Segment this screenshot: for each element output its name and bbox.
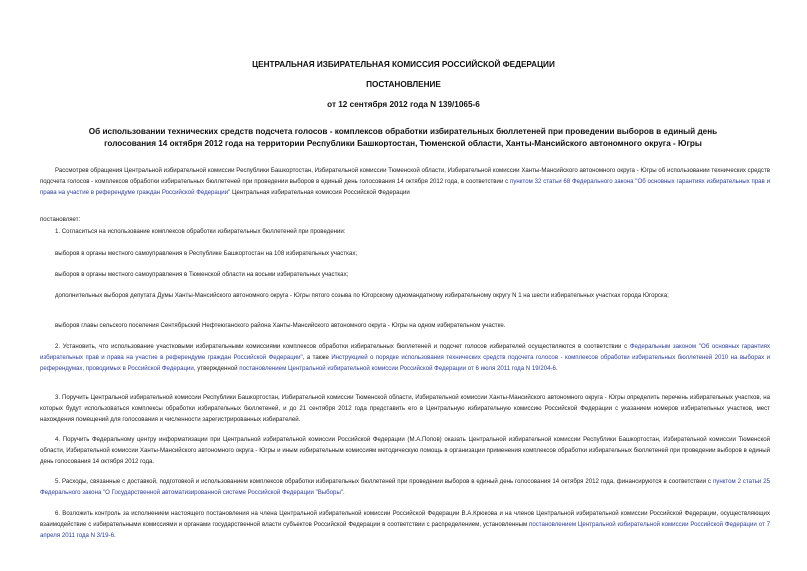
item-2-mid-1: , а также — [302, 354, 332, 361]
item-1-sub-3: дополнительных выборов депутата Думы Ханты-Мансийского автономного округа - Югры пятого созыва по Югорскому одномандатному избирательному округу N 1 на шести избирательных участках города Югорска; — [55, 292, 669, 299]
item-5 — [40, 476, 770, 498]
doc-subject — [40, 126, 766, 150]
item-1: 1. Согласиться на использование комплексов обработки избирательных бюллетеней при проведении: — [55, 228, 346, 235]
item-2-text: 2. Установить, что использование участковыми избирательными комиссиями комплексов обработки избирательных бюллетеней и подсчет голосов избирателей осуществляются в соответствии с — [55, 343, 630, 350]
federal-law-link[interactable]: Федеральным законом "Об основных гарантиях избирательных прав и права на участие в референдуме граждан Российской Федерации" — [40, 343, 770, 361]
item-5-tail: . — [342, 489, 345, 496]
preamble-tail: Центральная избирательная комиссия Российской Федерации — [230, 189, 410, 196]
item-6-tail: . — [113, 532, 116, 539]
subject-line-1: Об использовании технических средств подсчета голосов - комплексов обработки избирательных бюллетеней при проведении выборов в единый день — [88, 127, 718, 136]
preamble-text: Рассмотрев обращения Центральной избирательной комиссии Республики Башкортостан, Избирательной комиссии Тюменской области, Избирательной комиссии Ханты-Мансийского автономного округа - Югры об использовании технических средств подсчета голосов - комплексов обработки избирательных бюллетеней при проведении выборов в единый день голосования 14 октября 2012 года, в соответствии с — [40, 167, 770, 185]
law-link-article-68[interactable]: пунктом 32 статьи 68 Федерального закона "Об основных гарантиях избирательных прав и права на участие в референдуме граждан Российской Федерации" — [40, 178, 770, 196]
resolution-link-3-19-6[interactable]: постановлением Центральной избирательной комиссии Российской Федерации от 7 апреля 2011 года N 3/19-6 — [40, 521, 771, 539]
item-2-tail: . — [555, 365, 558, 372]
item-5-text: 5. Расходы, связанные с доставкой, подготовкой и использованием комплексов обработки избирательных бюллетеней при проведении выборов в единый день голосования 14 октября 2012 года, финансируются в соответствии с — [55, 478, 713, 485]
org-title: ЦЕНТРАЛЬНАЯ ИЗБИРАТЕЛЬНАЯ КОМИССИЯ РОССИЙСКОЙ ФЕДЕРАЦИИ — [252, 60, 555, 69]
item-3: 3. Поручить Центральной избирательной комиссии Республики Башкортостан, Избирательной комиссии Тюменской области, Избирательной комиссии Ханты-Мансийского автономного округа - Югры определить перечень избирательных участков, на которых будут использоваться комплексы обработки избирательных бюллетеней, и до 21 сентября 2012 года представить его в Центральную избирательную комиссию Российской Федерации с указанием номеров избирательных участков, мест нахождения помещений для голосования и численности зарегистрированных избирателей. — [40, 394, 770, 423]
resolution-link-19-204-6[interactable]: постановлением Центральной избирательной комиссии Российской Федерации от 6 июля 2011 года N 19/204-6 — [239, 365, 556, 372]
item-6 — [40, 508, 770, 541]
resolves-text: постановляет: — [40, 216, 81, 223]
doc-type: ПОСТАНОВЛЕНИЕ — [366, 80, 441, 89]
item-1-sub-4: выборов главы сельского поселения Сентябрьский Нефтеюганского района Ханты-Мансийского автономного округа - Югры на одном избирательном участке. — [55, 322, 506, 329]
item-1-sub-2: выборов в органы местного самоуправления в Тюменской области на восьми избирательных участках; — [55, 271, 349, 278]
gas-vybory-law-link[interactable]: пунктом 2 статьи 25 Федерального закона "О Государственной автоматизированной системе Российской Федерации "Выборы" — [40, 478, 770, 496]
preamble-paragraph — [40, 165, 770, 198]
instruction-link[interactable]: Инструкцией о порядке использования технических средств подсчета голосов - комплексов обработки избирательных бюллетеней 2010 на выборах и референдумах, проводимых в Российской Федерации — [40, 354, 770, 372]
item-2-mid-2: , утвержденной — [193, 365, 240, 372]
item-2 — [40, 341, 770, 374]
subject-line-2: голосования 14 октября 2012 года на территории Республики Башкортостан, Тюменской области, Ханты-Мансийского автономного округа - Югры — [104, 139, 702, 148]
item-1-sub-1: выборов в органы местного самоуправления в Республике Башкортостан на 108 избирательных участках; — [55, 250, 358, 257]
item-6-text: 6. Возложить контроль за исполнением настоящего постановления на члена Центральной избирательной комиссии Российской Федерации В.А.Крюкова и на членов Центральной избирательной комиссии Российской Федерации, осуществляющих взаимодействие с избирательными комиссиями и органами государственной власти субъектов Российской Федерации в соответствии с распределением, установленным — [40, 510, 770, 528]
doc-date-number: от 12 сентября 2012 года N 139/1065-6 — [327, 100, 480, 109]
item-4: 4. Поручить Федеральному центру информатизации при Центральной избирательной комиссии Российской Федерации (М.А.Попов) оказать Центральной избирательной комиссии Республики Башкортостан, Избирательной комиссии Тюменской области, Избирательной комиссии Ханты-Мансийского автономного округа - Югры и иным избирательным комиссиям методическую помощь в организации применения комплексов обработки избирательных бюллетеней при проведении выборов в единый день голосования 14 октября 2012 года. — [40, 436, 770, 465]
